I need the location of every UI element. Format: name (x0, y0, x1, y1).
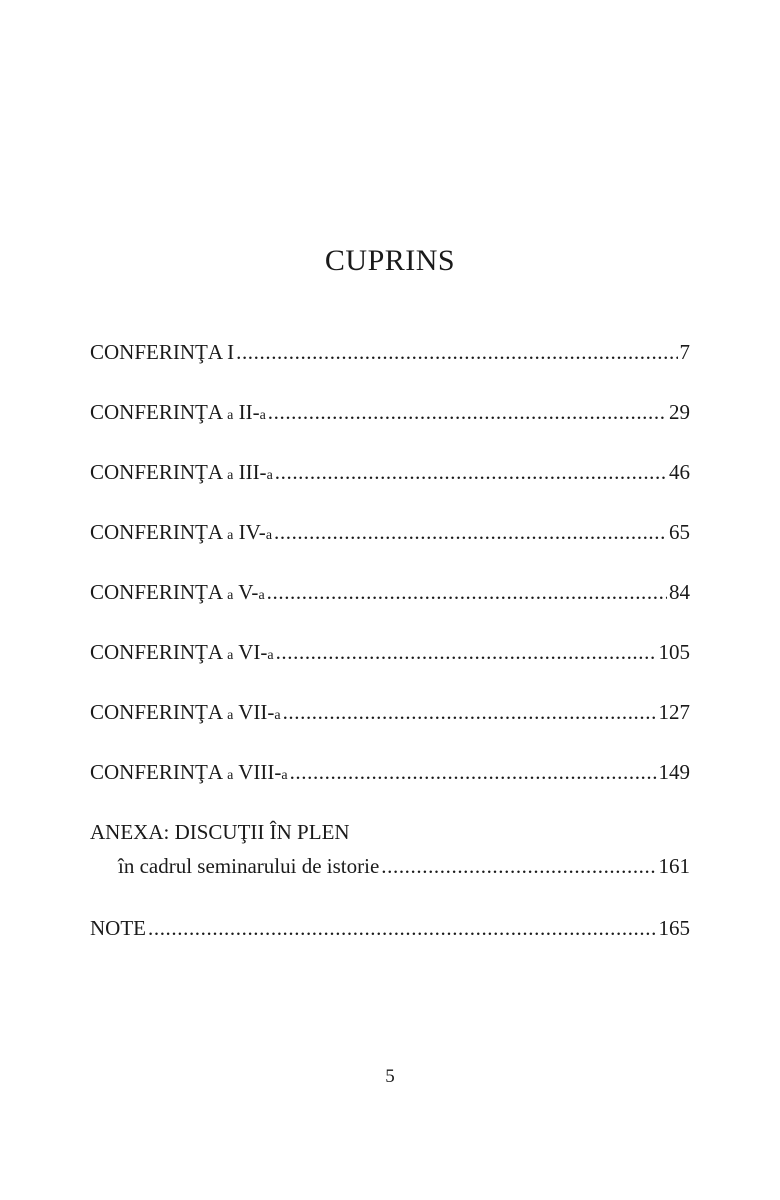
toc-sublabel: în cadrul seminarului de istorie (118, 854, 380, 878)
dot-leader (236, 337, 677, 367)
dot-leader (274, 517, 667, 547)
dot-leader (283, 697, 657, 727)
dot-leader (267, 577, 667, 607)
toc-label: CONFERINŢA a II-a (90, 400, 266, 424)
toc-entry-conferinta-8[interactable] (90, 757, 690, 817)
toc-label: CONFERINŢA a VII-a (90, 700, 281, 724)
dot-leader (148, 913, 657, 943)
toc-entry-conferinta-2[interactable] (90, 397, 690, 457)
toc-label: CONFERINŢA I (90, 340, 235, 364)
toc-label: CONFERINŢA a V-a (90, 580, 265, 604)
toc-page-number: 7 (679, 340, 690, 364)
toc-page-number: 165 (658, 916, 690, 940)
toc-entry-conferinta-5[interactable] (90, 577, 690, 637)
toc-entry-conferinta-7[interactable] (90, 697, 690, 757)
toc-label: CONFERINŢA a VIII-a (90, 760, 288, 784)
toc-page-number: 149 (658, 760, 690, 784)
table-of-contents (90, 337, 690, 973)
toc-page-number: 84 (669, 580, 690, 604)
page-number: 5 (385, 1066, 395, 1087)
toc-entry-conferinta-6[interactable] (90, 637, 690, 697)
toc-page-number: 29 (669, 400, 690, 424)
toc-entry-conferinta-4[interactable] (90, 517, 690, 577)
toc-entry-anexa[interactable] (90, 817, 690, 913)
toc-label: ANEXA: DISCUŢII ÎN PLEN (90, 820, 350, 844)
toc-page-number: 161 (658, 854, 690, 878)
toc-label: NOTE (90, 916, 146, 940)
dot-leader (276, 637, 657, 667)
toc-page-number: 65 (669, 520, 690, 544)
dot-leader (381, 851, 656, 881)
toc-label: CONFERINŢA a IV-a (90, 520, 273, 544)
toc-entry-conferinta-3[interactable] (90, 457, 690, 517)
page-title: CUPRINS (324, 244, 456, 277)
toc-label: CONFERINŢA a III-a (90, 460, 273, 484)
dot-leader (275, 457, 667, 487)
dot-leader (290, 757, 657, 787)
toc-label: CONFERINŢA a VI-a (90, 640, 274, 664)
toc-page-number: 105 (658, 640, 690, 664)
dot-leader (268, 397, 667, 427)
toc-page-number: 46 (669, 460, 690, 484)
toc-entry-note[interactable] (90, 913, 690, 973)
toc-entry-conferinta-1[interactable] (90, 337, 690, 397)
toc-page-number: 127 (658, 700, 690, 724)
